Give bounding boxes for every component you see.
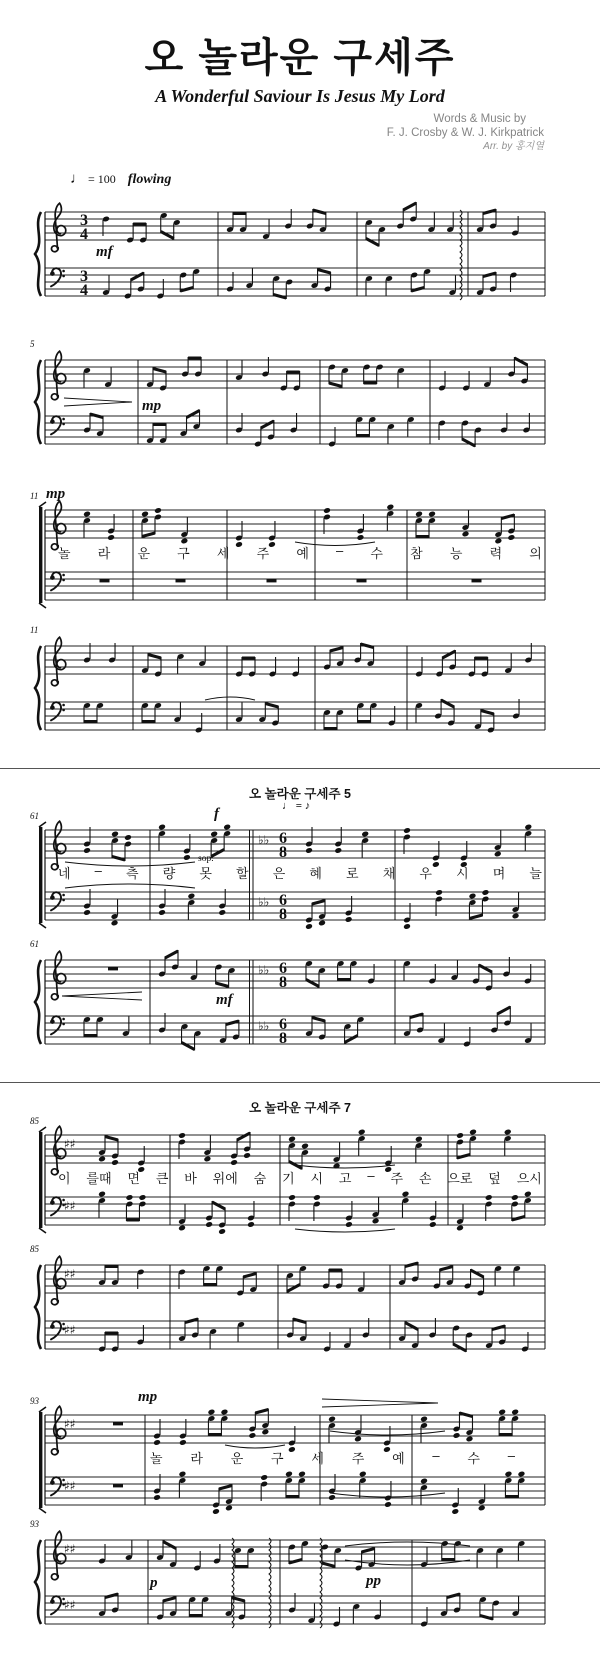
whole-rest — [472, 579, 482, 582]
system-5 — [0, 800, 600, 932]
dynamic-marking: mp — [142, 398, 162, 414]
quarter-note-icon: ♩ — [70, 171, 85, 187]
arpeggio-squiggle — [320, 1538, 322, 1628]
lyric-syllable: 늘 — [529, 866, 542, 881]
lyric-syllable: 할 — [236, 866, 249, 881]
lyric-syllable: 수 — [370, 546, 383, 561]
barlines — [150, 960, 545, 1044]
time-signature: 8 — [279, 906, 287, 923]
bass-clef-icon — [50, 1477, 65, 1495]
staff-lines — [45, 646, 545, 674]
piano-brace — [35, 360, 41, 444]
lyric-syllable: 세 — [216, 546, 230, 561]
lyric-syllable: – — [367, 1168, 375, 1183]
measure-number: 93 — [30, 1519, 39, 1529]
music-notation — [0, 944, 600, 1060]
arpeggio-squiggle — [460, 210, 462, 300]
subtitle: A Wonderful Saviour Is Jesus My Lord — [155, 86, 445, 106]
lyric-syllable: 참 — [410, 546, 423, 561]
slur-tie — [65, 884, 195, 888]
music-notation — [0, 196, 600, 312]
measure-number: 61 — [30, 811, 39, 821]
lyric-syllable: 기 — [282, 1171, 295, 1186]
lyric-syllable: – — [432, 1448, 440, 1463]
bass-clef-icon — [50, 416, 65, 434]
measure-number: 85 — [30, 1116, 39, 1126]
measure-number: 11 — [30, 625, 39, 635]
notes-group — [102, 268, 517, 299]
tempo-value: = 100 — [85, 172, 116, 186]
lyric-syllable: 놀 — [58, 546, 71, 561]
lyric-syllable: 예 — [392, 1451, 405, 1466]
key-signature: ♯♯ — [64, 1479, 76, 1493]
staff-lines — [45, 1540, 545, 1568]
lyric-syllable: – — [336, 543, 344, 558]
lyric-syllable: 구 — [177, 546, 190, 561]
lyric-syllable: 위에 — [212, 1171, 238, 1186]
bass-clef-icon — [50, 702, 65, 720]
lyric-syllable: 못 — [199, 866, 212, 881]
measure-number: 61 — [30, 939, 39, 949]
lyric-syllable: 숨 — [253, 1171, 267, 1186]
piano-brace — [35, 960, 41, 1044]
whole-rest — [267, 579, 277, 582]
staff-lines — [45, 510, 545, 538]
piano-brace — [35, 1265, 41, 1349]
lyric-syllable: 혜 — [309, 866, 322, 881]
system-8 — [0, 1244, 600, 1365]
system-3 — [0, 486, 600, 612]
lyric-syllable: 네 — [58, 866, 71, 881]
metric-equivalence: ♩ = ♪ — [282, 800, 311, 812]
lyrics-line — [58, 543, 542, 562]
measure-number: 5 — [30, 339, 35, 349]
key-signature: ♭♭ — [258, 1019, 270, 1033]
staff-lines — [45, 960, 545, 988]
staff-lines — [45, 702, 545, 730]
dynamic-marking: mp — [46, 486, 66, 502]
key-signature: ♭♭ — [258, 895, 270, 909]
credit-words-music: Words & Music by — [433, 113, 526, 125]
tempo-word: flowing — [127, 172, 172, 187]
slur-tie — [295, 1229, 395, 1232]
time-signature: 8 — [279, 844, 287, 861]
voice-label: sop. — [198, 854, 214, 864]
staff-lines — [45, 268, 545, 296]
choir-bracket — [39, 827, 42, 923]
music-notation — [0, 1524, 600, 1640]
whole-rest — [113, 1422, 123, 1425]
bass-clef-icon — [50, 1016, 65, 1034]
treble-clef-icon — [51, 203, 65, 252]
lyric-syllable: 라 — [97, 546, 111, 561]
lyric-syllable: 주 — [390, 1171, 403, 1186]
lyric-syllable: 놀 — [150, 1451, 163, 1466]
lyric-syllable: – — [507, 1448, 515, 1463]
piano-brace — [35, 646, 41, 730]
slur-tie — [330, 1431, 445, 1435]
system-4 — [0, 625, 600, 746]
lyrics-line — [150, 1448, 515, 1467]
page-divider — [0, 1082, 600, 1083]
lyric-syllable: 를때 — [86, 1171, 112, 1186]
decrescendo-hairpin — [64, 398, 132, 406]
dynamic-marking: mp — [138, 1389, 158, 1405]
time-signature: 4 — [80, 226, 88, 243]
lyric-syllable: 로 — [346, 866, 359, 881]
time-signature: 4 — [80, 282, 88, 299]
page-title: 오 놀라운 구세주 — [144, 36, 456, 80]
bass-clef-icon — [50, 268, 65, 286]
decrescendo-hairpin — [322, 1399, 438, 1407]
key-signature: ♯♯ — [64, 1598, 76, 1612]
lyric-syllable: 덮 — [488, 1171, 501, 1186]
staff-lines — [45, 212, 545, 240]
bass-clef-icon — [50, 1197, 65, 1215]
page-header-7: 오 놀라운 구세주 7 — [249, 1101, 351, 1115]
key-signature: ♯♯ — [64, 1417, 76, 1431]
time-signature: 6 — [279, 892, 287, 909]
dynamic-marking: f — [214, 806, 219, 822]
slur-tie — [345, 1542, 470, 1546]
staff-lines — [45, 1197, 545, 1225]
lyrics-line — [58, 863, 542, 882]
lyric-syllable: 으시 — [516, 1171, 542, 1186]
credits-block — [387, 112, 544, 154]
system-6 — [0, 939, 600, 1060]
arpeggio-squiggle — [269, 1538, 271, 1628]
choir-bracket — [39, 1132, 42, 1228]
system-1 — [0, 171, 600, 312]
lyrics-line — [58, 1168, 542, 1187]
key-signature: ♯♯ — [64, 1199, 76, 1213]
dynamic-marking: p — [150, 1575, 158, 1591]
credit-arranger: Arr. by 홍지열 — [483, 141, 544, 152]
credit-authors: F. J. Crosby & W. J. Kirkpatrick — [386, 127, 544, 139]
lyric-syllable: 라 — [190, 1451, 203, 1466]
choir-bracket — [39, 1412, 42, 1508]
time-signature: 3 — [80, 212, 88, 229]
whole-rest — [108, 967, 118, 970]
bass-clef-icon — [50, 572, 65, 590]
notes-group — [83, 889, 519, 930]
time-signature: 8 — [279, 1030, 287, 1047]
whole-rest — [176, 579, 186, 582]
dynamic-marking: pp — [366, 1573, 381, 1589]
bass-clef-icon — [50, 892, 65, 910]
lyric-syllable: 력 — [489, 546, 503, 561]
lyric-syllable: 능 — [449, 546, 463, 561]
lyric-syllable: 우 — [419, 866, 432, 881]
treble-clef-icon — [51, 351, 65, 400]
staff-lines — [45, 1477, 545, 1505]
key-signature: ♯♯ — [64, 1542, 76, 1556]
barlines — [148, 1540, 545, 1624]
time-signature: 6 — [279, 960, 287, 977]
staff-lines — [45, 572, 545, 600]
system-7 — [0, 1116, 600, 1237]
lyric-syllable: 손 — [418, 1171, 432, 1186]
lyric-syllable: – — [94, 863, 102, 878]
lyric-syllable: 이 — [58, 1171, 71, 1186]
barlines — [170, 1265, 545, 1349]
crescendo-hairpin — [62, 992, 142, 1000]
lyric-syllable: 바 — [184, 1171, 197, 1186]
measure-number: 93 — [30, 1396, 39, 1406]
lyric-syllable: 의 — [529, 546, 542, 561]
key-signature: ♯♯ — [64, 1323, 76, 1337]
page-header-5: 오 놀라운 구세주 5 — [249, 787, 351, 801]
piano-brace — [35, 1540, 41, 1624]
time-signature: 8 — [279, 974, 287, 991]
treble-clef-icon — [51, 637, 65, 686]
staff-lines — [45, 360, 545, 388]
measure-number: 11 — [30, 491, 39, 501]
bass-clef-icon — [50, 1596, 65, 1614]
treble-clef-icon — [51, 951, 65, 1000]
lyric-syllable: 면 — [127, 1171, 140, 1186]
notes-group — [108, 950, 532, 991]
dynamic-marking: mf — [96, 244, 113, 260]
system-9 — [0, 1389, 600, 1517]
measure-number: 85 — [30, 1244, 39, 1254]
music-notation — [0, 1249, 600, 1365]
notes-group — [100, 579, 482, 582]
lyric-syllable: 량 — [162, 866, 176, 881]
time-signature: 3 — [80, 268, 88, 285]
staff-lines — [45, 830, 545, 858]
notes-group — [83, 410, 530, 448]
lyric-syllable: 수 — [467, 1451, 480, 1466]
piano-brace — [35, 212, 41, 296]
lyric-syllable: 측 — [126, 866, 139, 881]
lyric-syllable: 운 — [230, 1451, 244, 1466]
lyric-syllable: 채 — [382, 866, 396, 881]
system-2 — [0, 339, 600, 460]
lyric-syllable: 구 — [271, 1451, 284, 1466]
bass-clef-icon — [50, 1321, 65, 1339]
lyric-syllable: 세 — [311, 1451, 324, 1466]
whole-rest — [113, 1484, 123, 1487]
lyric-syllable: 으로 — [447, 1171, 473, 1186]
music-notation — [0, 344, 600, 460]
arpeggio-squiggle — [232, 1538, 234, 1628]
lyric-syllable: 시 — [456, 866, 469, 881]
lyric-syllable: 예 — [296, 546, 309, 561]
time-signature: 6 — [279, 1016, 287, 1033]
lyric-syllable: 고 — [338, 1171, 352, 1186]
slur-tie — [205, 697, 255, 700]
key-signature: ♭♭ — [258, 833, 270, 847]
key-signature: ♭♭ — [258, 963, 270, 977]
key-signature: ♯♯ — [64, 1137, 76, 1151]
dynamic-marking: mf — [216, 992, 233, 1008]
choir-bracket — [39, 507, 42, 603]
page-divider — [0, 768, 600, 769]
whole-rest — [100, 579, 110, 582]
lyric-syllable: 시 — [310, 1171, 324, 1186]
lyric-syllable: 며 — [492, 866, 506, 881]
lyric-syllable: 주 — [256, 546, 270, 561]
system-10 — [0, 1519, 600, 1640]
key-signature: ♯♯ — [64, 1267, 76, 1281]
music-notation — [0, 630, 600, 746]
tempo-marking — [70, 171, 171, 188]
lyric-syllable: 은 — [272, 866, 286, 881]
lyric-syllable: 주 — [351, 1451, 365, 1466]
lyric-syllable: 운 — [137, 546, 150, 561]
time-signature: 6 — [279, 830, 287, 847]
whole-rest — [357, 579, 367, 582]
lyric-syllable: 큰 — [155, 1171, 169, 1186]
